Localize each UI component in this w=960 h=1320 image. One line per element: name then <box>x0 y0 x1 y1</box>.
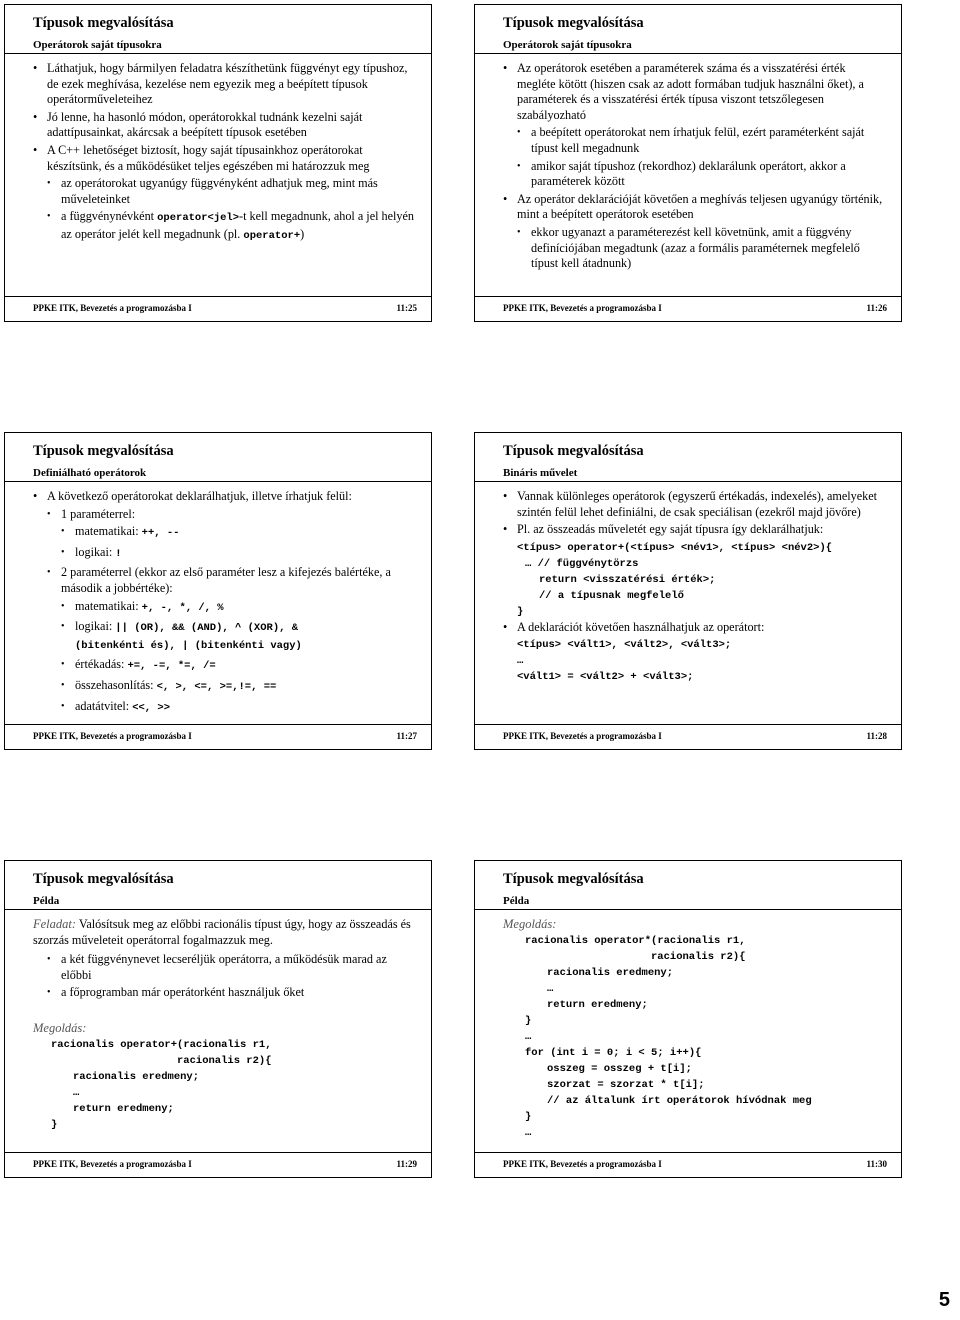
code-line: return <visszatérési érték>; <box>539 573 716 586</box>
slide-body <box>33 61 417 247</box>
title-divider <box>5 909 431 910</box>
sub-bullet: • a beépített operátorokat nem írhatjuk felül, ezért paraméterként saját típust kell megadnunk <box>503 125 887 156</box>
code-line: for (int i = 0; i < 5; i++){ <box>525 1046 702 1059</box>
bullet: • Vannak különleges operátorok (egyszerű értékadás, indexelés), amelyeket szintén felül lehet definiálni, de csak speciálisan (ezekről majd jövőre) <box>503 489 887 520</box>
bullet: • A következő operátorokat deklarálhatjuk, illetve írhatjuk felül: <box>33 489 417 505</box>
code-inline: <, >, <=, >=,!=, == <box>156 680 277 693</box>
code-line: osszeg = osszeg + t[i]; <box>547 1062 692 1075</box>
text: értékadás: <box>75 657 125 672</box>
sub-bullet: • a főprogramban már operátorként használjuk őket <box>33 985 417 1001</box>
slide-11-27 <box>4 432 432 750</box>
sub-bullet: • a két függvénynevet lecseréljük operátorra, a működésük marad az előbbi <box>33 952 417 983</box>
slide-11-25 <box>4 4 432 322</box>
slide-footer: PPKE ITK, Bevezetés a programozásba I <box>503 1159 662 1169</box>
bullet: • Az operátorok esetében a paraméterek száma és a visszatérési érték megléte kötött (hiszen csak az adott formában tudjuk használni őket), a paraméterek és a visszatérési érték típusa viszont tetszőlegesen szabályozható <box>503 61 887 123</box>
code-inline: ! <box>115 547 122 560</box>
slide-number: 11:29 <box>396 1159 417 1169</box>
slide-body <box>503 61 887 274</box>
code-line: <vált1> = <vált2> + <vált3>; <box>517 671 694 684</box>
bullet: • A deklarációt követően használhatjuk az operátort: <box>503 620 887 636</box>
text: logikai: <box>75 619 113 634</box>
code-line: // a típusnak megfelelő <box>539 589 684 602</box>
slide-subtitle: Példa <box>503 895 530 907</box>
code-line: } <box>517 605 524 618</box>
code-line: } <box>525 1110 532 1123</box>
slide-subtitle: Bináris művelet <box>503 467 578 479</box>
text: összehasonlítás: <box>75 677 154 692</box>
code-line: } <box>525 1014 532 1027</box>
code-line: <típus> <vált1>, <vált2>, <vált3>; <box>517 639 732 652</box>
title-divider <box>475 909 901 910</box>
slide-number: 11:28 <box>866 731 887 741</box>
code-inline: operator<jel> <box>157 212 240 225</box>
code-line: … <box>73 1086 80 1099</box>
title-divider <box>5 481 431 482</box>
sub-sub-bullet <box>33 599 417 617</box>
slide-body <box>33 489 417 719</box>
slide-11-26 <box>474 4 902 322</box>
code-line: racionalis eredmeny; <box>73 1070 200 1083</box>
title-divider <box>475 53 901 54</box>
task-label: Feladat: <box>33 917 77 931</box>
slide-footer: PPKE ITK, Bevezetés a programozásba I <box>33 303 192 313</box>
sub-sub-bullet <box>33 524 417 542</box>
sub-sub-bullet <box>33 619 417 654</box>
slide-title: Típusok megvalósítása <box>33 871 174 887</box>
slide-11-30 <box>474 860 902 1178</box>
sub-bullet: • 1 paraméterrel: <box>33 507 417 523</box>
slide-body <box>503 917 887 1141</box>
slide-subtitle: Definiálható operátorok <box>33 467 147 479</box>
text: logikai: <box>75 544 113 559</box>
slide-number: 11:27 <box>396 731 417 741</box>
slide-title: Típusok megvalósítása <box>33 15 174 31</box>
sub-bullet: • 2 paraméterrel (ekkor az első paraméter lesz a kifejezés balértéke, a második a jobbértéke): <box>33 565 417 596</box>
sub-sub-bullet <box>33 699 417 717</box>
code-inline: (bitenkénti és), | (bitenkénti vagy) <box>75 639 302 652</box>
bullet: • Pl. az összeadás műveletét egy saját típusra így deklarálhatjuk: <box>503 522 887 538</box>
sub-bullet: • amikor saját típushoz (rekordhoz) deklarálunk operátort, akkor a paraméterek között <box>503 159 887 190</box>
slide-11-29 <box>4 860 432 1178</box>
code-inline: +, -, *, /, % <box>141 601 224 614</box>
bullet: • A C++ lehetőséget biztosít, hogy saját típusainkhoz operátorokat készítsünk, és a működésüket teljes egészében mi határozzuk meg <box>33 143 417 174</box>
slide-number: 11:30 <box>866 1159 887 1169</box>
code-line: racionalis r2){ <box>651 950 746 963</box>
slide-number: 11:26 <box>866 303 887 313</box>
bullet: • Az operátor deklarációját követően a meghívás teljesen ugyanúgy történik, mint a beépített operátorok esetében <box>503 192 887 223</box>
solution-label: Megoldás: <box>503 917 557 931</box>
slide-footer: PPKE ITK, Bevezetés a programozásba I <box>503 731 662 741</box>
slide-title: Típusok megvalósítása <box>33 443 174 459</box>
code-line: … <box>517 655 524 668</box>
text: adatátvitel: <box>75 698 130 713</box>
slide-footer: PPKE ITK, Bevezetés a programozásba I <box>33 731 192 741</box>
sub-sub-bullet <box>33 678 417 696</box>
sub-bullet: • az operátorokat ugyanúgy függvényként adhatjuk meg, mint más műveleteinket <box>33 176 417 207</box>
code-inline: ++, -- <box>141 527 180 540</box>
slide-body <box>503 489 887 685</box>
task-text <box>33 917 417 948</box>
code-line: … <box>525 1030 532 1043</box>
code-line: } <box>51 1118 58 1131</box>
footer-divider <box>5 724 431 725</box>
code-inline: +=, -=, *=, /= <box>127 660 216 673</box>
footer-divider <box>475 296 901 297</box>
footer-divider <box>475 724 901 725</box>
text: matematikai: <box>75 524 139 539</box>
code-inline: operator+ <box>243 229 301 242</box>
code-line: szorzat = szorzat * t[i]; <box>547 1078 705 1091</box>
text: Valósítsuk meg az előbbi racionális típust úgy, hogy az összeadás és szorzás műveleteit operátorral fogalmazzuk meg. <box>33 917 411 947</box>
code-line: racionalis operator*(racionalis r1, <box>525 934 746 947</box>
bullet: • Láthatjuk, hogy bármilyen feladatra készíthetünk függvényt egy típushoz, de ezek meghívása, kezelése nem egyezik meg a beépített típusok operátorműveleteihez <box>33 61 417 108</box>
sub-sub-bullet <box>33 657 417 675</box>
text: matematikai: <box>75 598 139 613</box>
sub-sub-bullet <box>33 545 417 563</box>
title-divider <box>475 481 901 482</box>
slide-subtitle: Példa <box>33 895 60 907</box>
bullet: • Jó lenne, ha hasonló módon, operátorokkal tudnánk kezelni saját adattípusainkat, akárcsak a beépített típusok esetében <box>33 110 417 141</box>
footer-divider <box>5 1152 431 1153</box>
sub-bullet: • ekkor ugyanazt a paraméterezést kell követnünk, amit a függvény definíciójában megadtunk (azaz a formális paraméternek megfelelő típust kell átadnunk) <box>503 225 887 272</box>
title-divider <box>5 53 431 54</box>
slide-title: Típusok megvalósítása <box>503 443 644 459</box>
slide-body <box>33 917 417 1133</box>
code-line: return eredmeny; <box>547 998 648 1011</box>
code-inline: <<, >> <box>132 701 171 714</box>
page-number: 5 <box>938 1289 950 1311</box>
code-line: <típus> operator+(<típus> <név1>, <típus> <név2>){ <box>517 541 833 554</box>
footer-divider <box>5 296 431 297</box>
slide-title: Típusok megvalósítása <box>503 871 644 887</box>
slide-footer: PPKE ITK, Bevezetés a programozásba I <box>503 303 662 313</box>
slide-title: Típusok megvalósítása <box>503 15 644 31</box>
text: -t kell megadnunk, ahol a jel helyén az operátor jelét kell megadnunk (pl. <box>61 209 415 241</box>
code-line: racionalis operator+(racionalis r1, <box>51 1038 272 1051</box>
slide-number: 11:25 <box>396 303 417 313</box>
slide-footer: PPKE ITK, Bevezetés a programozásba I <box>33 1159 192 1169</box>
code-line: // az általunk írt operátorok hívódnak meg <box>547 1094 812 1107</box>
code-line: … <box>547 982 554 995</box>
solution-label: Megoldás: <box>33 1020 87 1035</box>
text: a függvénynévként <box>61 209 155 224</box>
sub-bullet <box>33 209 417 244</box>
code-line: return eredmeny; <box>73 1102 174 1115</box>
code-inline: || (OR), && (AND), ^ (XOR), & <box>115 622 299 635</box>
slide-subtitle: Operátorok saját típusokra <box>33 39 162 51</box>
code-line: racionalis eredmeny; <box>547 966 674 979</box>
slide-11-28 <box>474 432 902 750</box>
footer-divider <box>475 1152 901 1153</box>
code-line: … <box>525 1126 532 1139</box>
code-line: racionalis r2){ <box>177 1054 272 1067</box>
slide-subtitle: Operátorok saját típusokra <box>503 39 632 51</box>
spacer <box>33 1003 417 1021</box>
text: ) <box>300 226 305 241</box>
code-line: … // függvénytörzs <box>525 557 639 570</box>
